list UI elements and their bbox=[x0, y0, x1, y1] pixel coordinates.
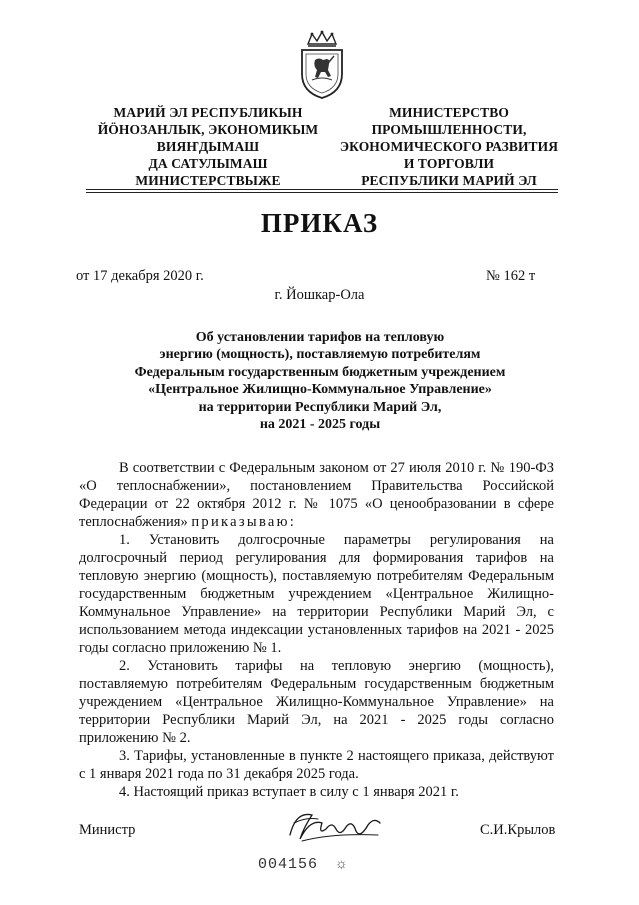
header-divider bbox=[86, 192, 558, 193]
header-right-line: РЕСПУБЛИКИ МАРИЙ ЭЛ bbox=[361, 173, 537, 188]
document-subject bbox=[90, 329, 550, 433]
signer-name: С.И.Крылов bbox=[480, 822, 556, 838]
header-left-line: ВИЯҤДЫМАШ bbox=[156, 139, 260, 154]
document-number: № 162 т bbox=[486, 268, 536, 284]
header-left-line: ЙÖНОЗАНЛЫК, ЭКОНОМИКЫМ bbox=[97, 122, 319, 137]
preamble-text: В соответствии с Федеральным законом от 27 июля 2010 г. № 190-ФЗ «О теплоснабжении», постановлением Правительства Российской Федерации от 22 октября 2012 г. № 1075 «О ценообразовании в сфере теплоснабжения» bbox=[79, 460, 554, 530]
header-russian bbox=[320, 104, 578, 189]
sun-mark-icon: ☼ bbox=[335, 857, 348, 872]
header-left-line: МАРИЙ ЭЛ РЕСПУБЛИКЫН bbox=[113, 105, 303, 120]
header-left-line: ДА САТУЛЫМАШ bbox=[148, 156, 268, 171]
subject-line: «Центральное Жилищно-Коммунальное Управление» bbox=[148, 382, 492, 398]
subject-line: на 2021 - 2025 годы bbox=[259, 417, 381, 433]
document-date: от 17 декабря 2020 г. bbox=[76, 268, 204, 284]
header-right-line: МИНИСТЕРСТВО bbox=[389, 105, 509, 120]
order-item: 1. Установить долгосрочные параметры регулирования на долгосрочный период регулирования для формирования тарифов на тепловую энергию (мощность), поставляемую потребителям Федеральным государственным бюджетным учреждением «Центральное Жилищно-Коммунальное Управление» на территории Республики Марий Эл, с использованием метода индексации установленных тарифов на 2021 - 2025 годы согласно приложению № 1. bbox=[79, 532, 554, 656]
document-type-title: ПРИКАЗ bbox=[260, 208, 379, 238]
order-item: 3. Тарифы, установленные в пункте 2 настоящего приказа, действуют с 1 января 2021 года по 31 декабря 2025 года. bbox=[79, 748, 554, 782]
handwritten-signature bbox=[282, 805, 392, 853]
header-right-line: И ТОРГОВЛИ bbox=[403, 156, 495, 171]
header-divider bbox=[86, 189, 558, 190]
signer-position: Министр bbox=[79, 822, 136, 838]
subject-line: на территории Республики Марий Эл, bbox=[198, 399, 442, 415]
order-item: 4. Настоящий приказ вступает в силу с 1 января 2021 г. bbox=[119, 784, 459, 800]
header-left-line: МИНИСТЕРСТВЫЖЕ bbox=[135, 173, 281, 188]
subject-line: Об установлении тарифов на тепловую bbox=[195, 330, 445, 345]
order-item: 2. Установить тарифы на тепловую энергию (мощность), поставляемую потребителям Федеральным государственным бюджетным учреждением «Центральное Жилищно-Коммунальное Управление» на территории Республики Марий Эл, на 2021 - 2025 годы согласно приложению № 2. bbox=[79, 658, 554, 746]
preamble-paragraph bbox=[79, 459, 554, 531]
document-body bbox=[79, 459, 554, 801]
header-marij bbox=[90, 104, 326, 189]
serial-number: 004156 bbox=[258, 856, 319, 873]
order-word: приказываю: bbox=[191, 514, 297, 530]
subject-line: Федеральным государственным бюджетным учреждением bbox=[134, 364, 506, 380]
coat-of-arms-icon bbox=[298, 30, 346, 100]
header-right-line: ПРОМЫШЛЕННОСТИ, bbox=[371, 122, 527, 137]
header-right-line: ЭКОНОМИЧЕСКОГО РАЗВИТИЯ bbox=[339, 139, 559, 154]
document-city: г. Йошкар-Ола bbox=[274, 287, 365, 303]
subject-line: энергию (мощность), поставляемую потребителям bbox=[159, 347, 481, 363]
